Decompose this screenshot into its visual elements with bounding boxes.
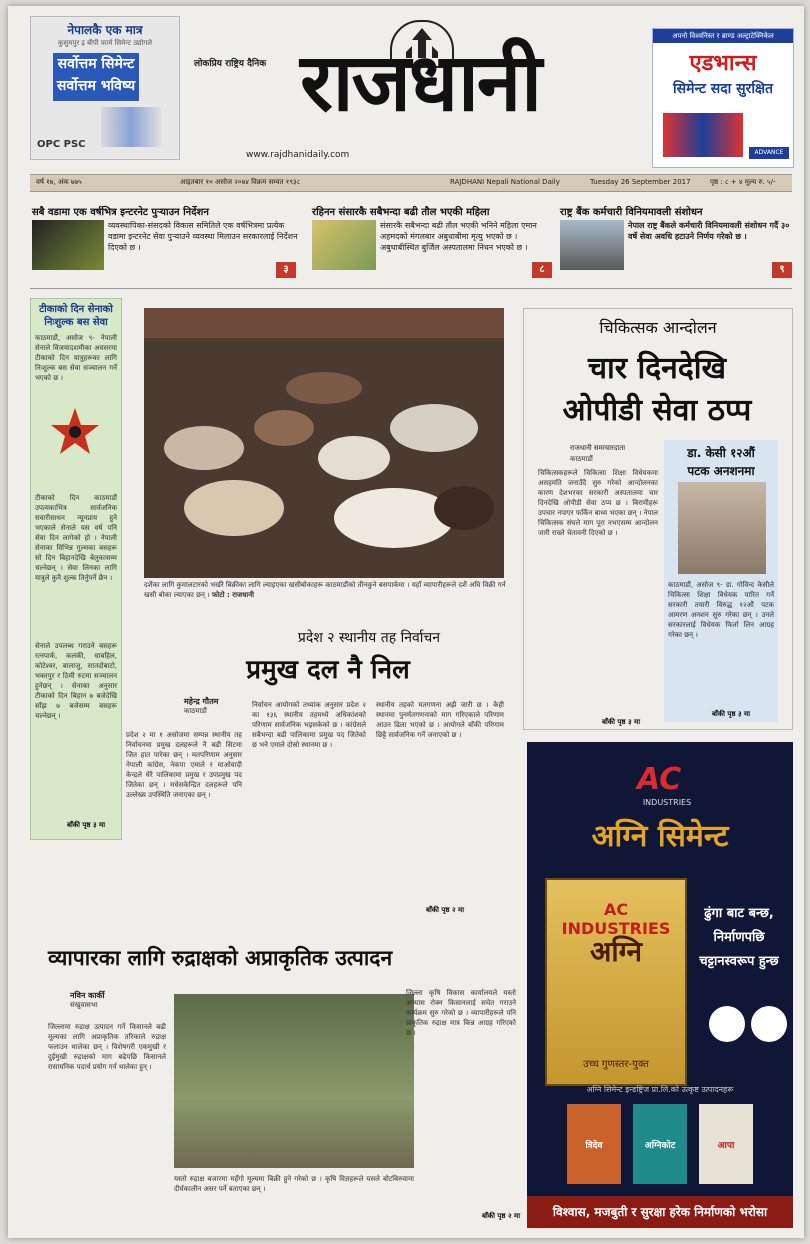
- header-left-ad[interactable]: [30, 16, 180, 160]
- left-ad-box-line1: सर्वोत्तम सिमेन्ट: [57, 56, 135, 72]
- dateline-bar: [30, 174, 792, 192]
- ad-cement-bag: [545, 878, 687, 1086]
- teaser-1-page[interactable]: ३: [276, 262, 296, 278]
- election-kicker: प्रदेश २ स्थानीय तह निर्वाचन: [297, 630, 441, 646]
- teaser-2-body: संसारकै सबैभन्दा बढी तौल भएकी भनिने महिला एमान अहमदको मंगलबार अबुधाबीमा मृत्यु भएको छ । अबुधाबीस्थित बुर्जिल अस्पतालमा निधन भएको छ ।: [380, 221, 537, 252]
- inset-continued[interactable]: बाँकी पृष्ठ ३ मा: [712, 710, 751, 718]
- inset-title-line1[interactable]: डा. केसी १२औं: [687, 446, 755, 460]
- left-column-headline[interactable]: टीकाको दिन सेनाको निःशुल्क बस सेवा: [39, 304, 113, 328]
- army-star-icon: [48, 406, 102, 460]
- election-headline[interactable]: प्रमुख दल नै निल: [246, 655, 410, 685]
- doctor-headline-line2[interactable]: ओपीडी सेवा ठप्प: [562, 393, 752, 428]
- teaser-1-body: व्यवस्थापिका-संसदको विकास समितिले एक वर्षभित्रमा प्रत्येक वडामा इन्टरनेट सेवा पुऱ्याउने व्यवस्था मिलाउन सरकारलाई निर्देशन दिएको छ ।: [108, 221, 298, 252]
- election-column-2: निर्वाचन आयोगको तथ्यांक अनुसार प्रदेश २ का १३६ स्थानीय तहमध्ये अधिकांशको परिणाम सार्वजनिक भइसकेको छ । कांग्रेसले सबैभन्दा बढी पालिकामा प्रमुख पद जितेको छ भने एमाले दोस्रो स्थानमा छ ।: [252, 701, 366, 749]
- ad-bag-grade: उच्च गुणस्तर-युक्त: [583, 1059, 649, 1070]
- cement-bags-image: [101, 107, 161, 147]
- right-ad-logo: ADVANCE: [749, 147, 789, 159]
- ad-tagline: विश्वास, मजबुती र सुरक्षा हरेक निर्माणको भरोसा: [527, 1196, 793, 1228]
- ad-bag-brand: AC INDUSTRIES: [561, 900, 671, 938]
- election-column-3: स्थानीय तहको मतगणना अझै जारी छ । केही स्थानमा पुनर्मतगणनाको माग गरिएकाले परिणाम आउन ढिला भएको छ । आयोगले बाँकी परिणाम छिट्टै सार्वजनिक गर्ने जनाएको छ ।: [376, 701, 504, 739]
- ad-mini-bag-3: [699, 1104, 753, 1184]
- ad-slogan-line2: निर्माणपछि: [713, 930, 765, 945]
- goats-market-photo: [144, 308, 504, 578]
- election-continued[interactable]: बाँकी पृष्ठ २ मा: [426, 906, 465, 914]
- teaser-2-image: [312, 220, 376, 270]
- photo-caption: [144, 580, 506, 600]
- doctor-continued[interactable]: बाँकी पृष्ठ ३ मा: [602, 718, 641, 726]
- left-ad-line2: कुसुमपुर इ बीपी फार्म सिमेन्ट उद्योगले: [58, 39, 152, 47]
- teaser-3-title[interactable]: राष्ट्र बैंक कर्मचारी विनियमावली संशोधन: [560, 207, 703, 218]
- ad-mini-bag-2-label: अग्निकोट: [644, 1141, 676, 1151]
- ad-maker-line: अग्नि सिमेन्ट इन्डष्ट्रिज प्रा.लि.को उत्कृष्ट उत्पादनहरू: [586, 1085, 734, 1094]
- rudraksha-column-1: जिल्लामा रुद्राक्ष उत्पादन गर्ने किसानले बढी मूल्यका लागि अप्राकृतिक तरिकाले रुद्राक्ष फलाउन थालेका छन् । विशेषगरी एकमुखी र दुईमुखी रुद्राक्षको माग बढेपछि किसानले रासायनिक पदार्थ प्रयोग गर्न थालेका हुन् ।: [48, 1023, 166, 1071]
- right-ad-sub: सिमेन्ट सदा सुरक्षित: [672, 81, 774, 97]
- newspaper-page: [8, 6, 804, 1238]
- rudraksha-continued[interactable]: बाँकी पृष्ठ २ मा: [482, 1212, 521, 1220]
- doctor-dateline: काठमाडौं: [570, 455, 593, 463]
- teaser-1-title[interactable]: सबै वडामा एक वर्षभित्र इन्टरनेट पुऱ्याउन निर्देशन: [32, 207, 209, 218]
- ns-certification-icon: [709, 1006, 745, 1042]
- teaser-3-page[interactable]: ९: [772, 262, 792, 278]
- ad-mini-bag-1: [567, 1104, 621, 1184]
- doctor-body: चिकित्सकहरूले चिकित्सा शिक्षा विधेयकमा असहमति जनाउँदै सुरु गरेको आन्दोलनका कारण देशभरका सरकारी अस्पतालमा चार दिनदेखि ओपीडी सेवा ठप्प छ । बिरामीहरू उपचार नपाएर फर्किन बाध्य भएका छन् । नेपाल चिकित्सक संघले माग पूरा नभएसम्म आन्दोलन जारी राख्ने चेतावनी दिएको छ ।: [538, 469, 658, 537]
- ad-slogan: [687, 902, 791, 974]
- teaser-3-body: नेपाल राष्ट्र बैंकले कर्मचारी विनियमावली संशोधन गर्दै ३० वर्षे सेवा अवधि हटाउने निर्णय गरेको छ ।: [628, 221, 790, 241]
- left-ad-codes: OPC PSC: [37, 139, 86, 150]
- tagline: लोकप्रिय राष्ट्रिय दैनिक: [194, 59, 267, 69]
- left-ad-box-line2: सर्वोत्तम भविष्य: [56, 78, 136, 94]
- price: पृष्ठ : ८ + ४ मूल्य रु. ५/-: [710, 178, 776, 186]
- header-right-ad[interactable]: [652, 28, 794, 168]
- ad-slogan-line3: चट्टानस्वरूप हुन्छ: [699, 954, 779, 969]
- left-column-paragraph-1: काठमाडौं, असोज ९- नेपाली सेनाले विजयादशमीका अवसरमा टीकाको दिन यात्रुहरूका लागि निःशुल्क बस सेवा सञ्चालन गर्ने भएको छ ।: [35, 334, 117, 382]
- left-column-story: [30, 298, 122, 840]
- photo-credit: फोटो : राजधानी: [211, 591, 254, 599]
- kc-hunger-strike-inset: [664, 440, 778, 722]
- rudraksha-tree-photo: [174, 994, 414, 1168]
- inset-title-line2[interactable]: पटक अनशनमा: [687, 464, 755, 478]
- left-ad-box: [53, 53, 139, 101]
- teaser-2-page[interactable]: ८: [532, 262, 552, 278]
- dr-kc-portrait: [678, 482, 766, 574]
- ad-title: अग्नि सिमेन्ट: [591, 819, 729, 854]
- rudraksha-byline: नविन कार्की: [70, 991, 105, 1000]
- rudraksha-column-3: जिल्ला कृषि विकास कार्यालयले यस्तो अभ्यास रोक्न किसानलाई सचेत गराउने कार्यक्रम सुरु गरेको छ । व्यापारीहरूले पनि प्राकृतिक रुद्राक्ष मात्र किन्न आग्रह गरिएको छ ।: [406, 989, 516, 1037]
- rudraksha-dateline: संखुवासभा: [70, 1001, 98, 1009]
- agni-cement-ad[interactable]: [527, 742, 793, 1228]
- ad-mini-bag-2: [633, 1104, 687, 1184]
- left-column-continued[interactable]: बाँकी पृष्ठ ३ मा: [67, 821, 106, 829]
- election-dateline: काठमाडौं: [184, 707, 207, 715]
- rudraksha-column-2: यस्तो रुद्राक्ष बजारमा महँगो मूल्यमा बिक्री हुने गरेको छ । कृषि विज्ञहरूले यसले बोटबिरुवामा दीर्घकालीन असर पर्ने बताएका छन् ।: [174, 1175, 414, 1193]
- masthead-title: राजधानी: [300, 35, 540, 129]
- left-column-paragraph-2: टीकाको दिन काठमाडौं उपत्यकाभित्र सार्वजनिक सवारीसाधन न्यूनप्राय हुने भएकाले सेनाले यस वर्ष पनि सेवा दिन लागेको हो । नेपाली सेनाका विभिन्न गुल्मका बसहरू सो दिन बिहानदेखि बेलुकासम्म चल्नेछन् । सेवा लिनका लागि यात्रुले कुनै शुल्क तिर्नुपर्ने छैन ।: [35, 494, 117, 582]
- issue-number: वर्ष १७, अंक ७७५: [36, 178, 82, 186]
- ad-mini-bag-1-label: त्रिदेव: [585, 1141, 603, 1151]
- website-url[interactable]: www.rajdhanidaily.com: [246, 150, 350, 160]
- paper-english-name: RAJDHANI Nepali National Daily: [450, 178, 560, 186]
- ad-slogan-line1: ढुंगा बाट बन्छ,: [704, 906, 774, 921]
- date-english: Tuesday 26 September 2017: [590, 178, 691, 186]
- right-ad-brand: एडभान्स: [689, 51, 757, 76]
- rudraksha-headline[interactable]: व्यापारका लागि रुद्राक्षको अप्राकृतिक उत्पादन: [48, 945, 393, 970]
- ad-mini-bag-3-label: आपा: [717, 1141, 735, 1151]
- doctor-byline: राजधानी समाचारदाता: [570, 444, 626, 452]
- ad-brand-industries: INDUSTRIES: [642, 798, 692, 807]
- left-ad-line1: नेपालकै एक मात्र: [67, 23, 143, 37]
- divider: [30, 288, 792, 289]
- caption-text: दशैंका लागि कुमालटारको भर्खरै बिक्रीका लागि ल्याइएका खसीबोकाहरू काठमाडौंको तीनकुने बसपार्कमा । यहाँ व्यापारीहरूले दशैं अघि विक्री गर्न खसी बोका ल्याएका छन् ।: [144, 581, 506, 599]
- right-ad-top: अपनो विश्वनिस्त र ब्राण्ड अल्ट्राटेक्निकेल: [653, 29, 793, 43]
- election-column-1: प्रदेश २ मा १ असोजमा सम्पन्न स्थानीय तह निर्वाचनमा प्रमुख दलहरूले नै बढी सिटमा जित हात पारेका छन् । मतपरिणाम अनुसार नेपाली कांग्रेस, नेकपा एमाले र माओवादी केन्द्रले धेरै पालिकामा प्रमुख र उपप्रमुख पद जितेका छन् । मधेसकेन्द्रित दलहरूले पनि उल्लेख्य उपस्थिति जनाएका छन् ।: [126, 731, 242, 799]
- iso-certification-icon: [751, 1006, 787, 1042]
- date-nepali: आइतबार १० असोज २०७४ विक्रम सम्वत १९३८: [180, 178, 301, 186]
- right-ad-bags-image: [663, 113, 743, 157]
- teaser-2-title[interactable]: रहिनन संसारकै सबैभन्दा बढी तौल भएकी महिला: [312, 207, 490, 218]
- teaser-1-image: [32, 220, 104, 270]
- doctor-kicker: चिकित्सक आन्दोलन: [599, 318, 717, 337]
- ad-brand-logo: AC: [637, 762, 682, 797]
- election-byline: महेन्द्र गौतम: [184, 697, 219, 706]
- inset-body: काठमाडौं, असोज ९- डा. गोविन्द केसीले चिकित्सा शिक्षा विधेयक पारित गर्ने सरकारी तयारी विरुद्ध १२औं पटक आमरण अनशन सुरु गरेका छन् । उनले सरकारलाई विधेयक फिर्ता लिन आग्रह गरेका छन् ।: [668, 581, 774, 639]
- left-column-paragraph-3: सेनाले उपलब्ध गराउने बसहरू रत्नपार्क, कलंकी, चाबहिल, कोटेश्वर, बालाजु, सातदोबाटो, भक्तपुर र ठिमी रुटमा सञ्चालन हुनेछन् । सेनाका अनुसार टीकाको दिन बिहान ७ बजेदेखि साँझ ७ बजेसम्म बसहरू चल्नेछन् ।: [35, 642, 117, 720]
- teaser-3-image: [560, 220, 624, 270]
- doctor-headline-line1[interactable]: चार दिनदेखि: [587, 351, 727, 386]
- ad-bag-name: अग्नि: [589, 935, 643, 968]
